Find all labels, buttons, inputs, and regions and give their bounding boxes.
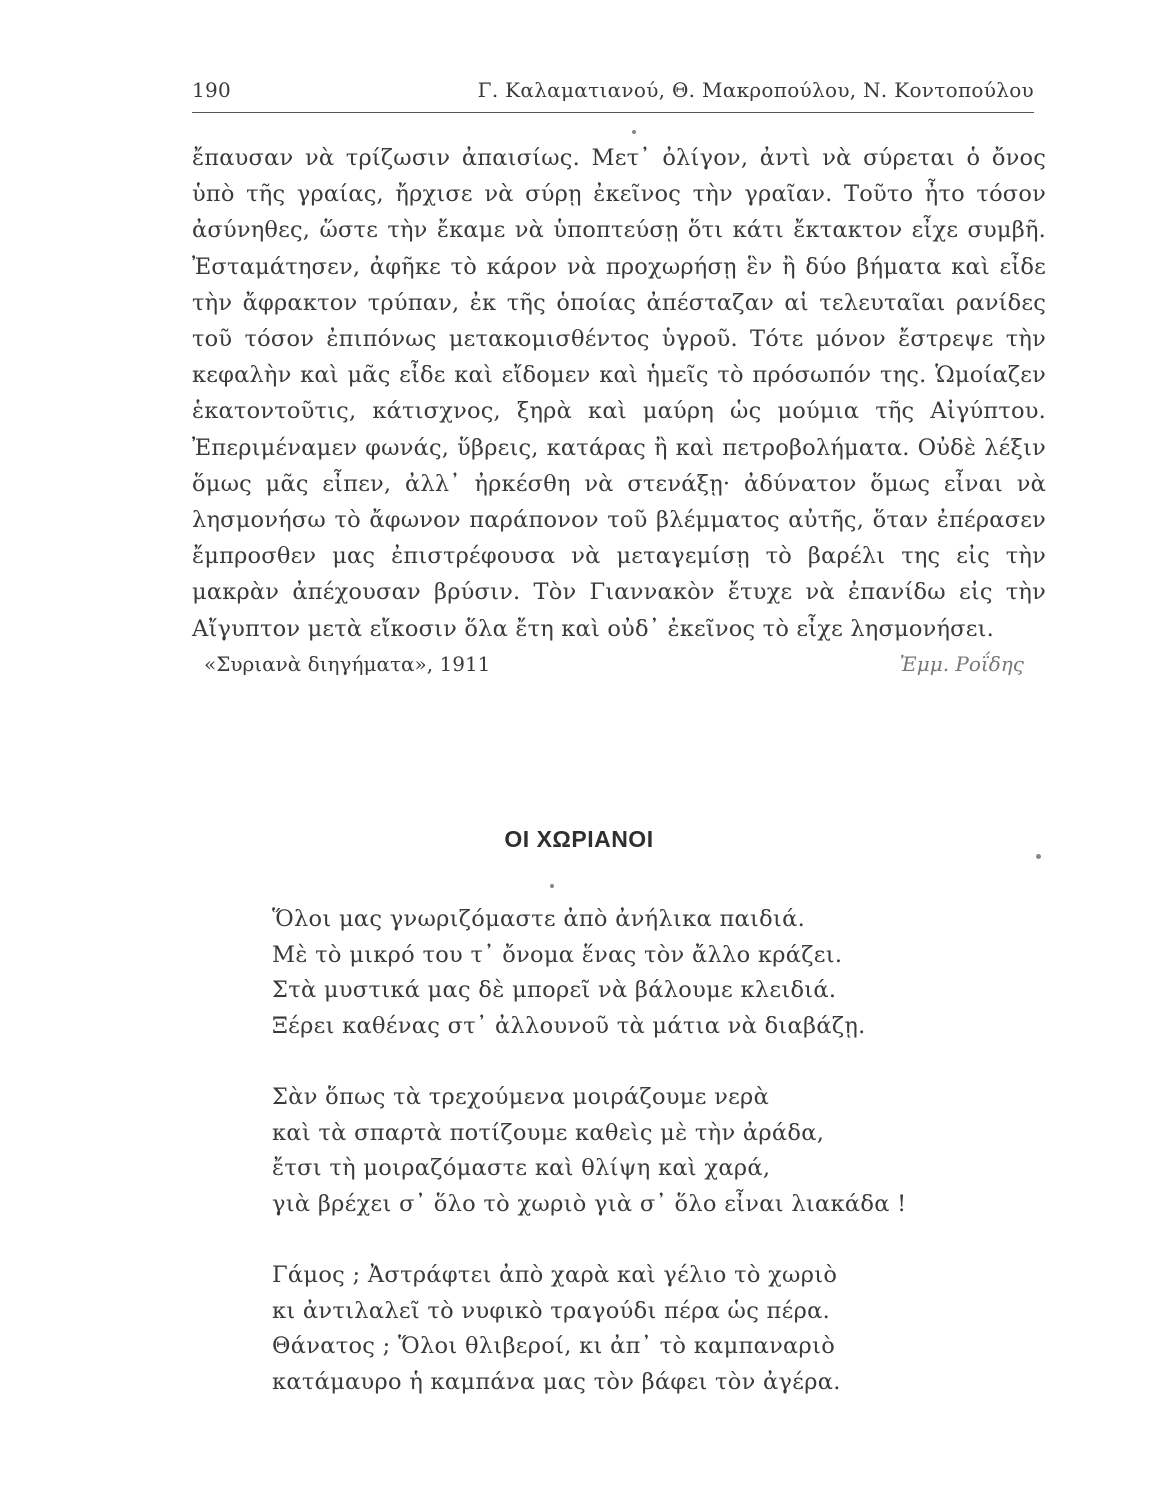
stanza (272, 1258, 907, 1400)
verse-line: κι ἀντιλαλεῖ τὸ νυφικὸ τραγούδι πέρα ὡς πέρα. (272, 1297, 831, 1324)
verse-line: Θάνατος ; Ὅλοι θλιβεροί, κι ἀπ᾽ τὸ καμπαναριὸ (272, 1333, 836, 1359)
verse-line: Ὅλοι μας γνωριζόμαστε ἀπὸ ἀνήλικα παιδιά. (272, 906, 806, 932)
verse-line: Γάμος ; Ἀστράφτει ἀπὸ χαρὰ καὶ γέλιο τὸ χωριὸ (272, 1262, 838, 1288)
running-head: Γ. Καλαματιανού, Θ. Μακροπούλου, Ν. Κοντοπούλου (477, 78, 1034, 102)
verse-line: ἔτσι τὴ μοιραζόμαστε καὶ θλίψη καὶ χαρά, (272, 1155, 771, 1181)
stanza (272, 1080, 907, 1222)
verse-line: Σὰν ὅπως τὰ τρεχούμενα μοιράζουμε νερὰ (272, 1084, 770, 1110)
verse-line: γιὰ βρέχει σ᾽ ὅλο τὸ χωριὸ γιὰ σ᾽ ὅλο εἶναι λιακάδα ! (272, 1190, 907, 1217)
page-header (192, 72, 1034, 113)
ink-speck (550, 884, 554, 888)
ink-speck (1036, 854, 1041, 859)
poem-title: ΟΙ ΧΩΡΙΑΝΟΙ (504, 826, 654, 852)
verse-line: Μὲ τὸ μικρό του τ᾽ ὄνομα ἕνας τὸν ἄλλο κράζει. (272, 941, 843, 968)
ink-speck (632, 130, 636, 134)
prose-excerpt (192, 140, 1046, 647)
stanza (272, 902, 907, 1044)
prose-paragraph: ἔπαυσαν νὰ τρίζωσιν ἀπαισίως. Μετ᾽ ὀλίγον, ἀντὶ νὰ σύρεται ὁ ὄνος ὑπὸ τῆς γραίας, ἤρχισε νὰ σύρῃ ἐκεῖνος τὴν γραῖαν. Τοῦτο ἦτο τόσον ἀσύνηθες, ὥστε τὴν ἔκαμε νὰ ὑποπτεύσῃ ὅτι κάτι ἔκτακτον εἶχε συμβῆ. Ἐσταμάτησεν, ἀφῆκε τὸ κάρον νὰ προχωρήσῃ ἓν ἢ δύο βήματα καὶ εἶδε τὴν ἄφρακτον τρύπαν, ἐκ τῆς ὁποίας ἀπέσταζαν αἱ τελευταῖαι ρανίδες τοῦ τόσον ἐπιπόνως μετακομισθέντος ὑγροῦ. Τότε μόνον ἔστρεψε τὴν κεφαλὴν καὶ μᾶς εἶδε καὶ εἴδομεν καὶ ἡμεῖς τὸ πρόσωπόν της. Ὡμοίαζεν ἑκατοντοῦτις, κάτισχνος, ξηρὰ καὶ μαύρη ὡς μούμια τῆς Αἰγύπτου. Ἐπεριμέναμεν φωνάς, ὕβρεις, κατάρας ἢ καὶ πετροβολήματα. Οὐδὲ λέξιν ὅμως μᾶς εἶπεν, ἀλλ᾽ ἠρκέσθη νὰ στενάξῃ· ἀδύνατον ὅμως εἶναι νὰ λησμονήσω τὸ ἄφωνον παράπονον τοῦ βλέμματος αὐτῆς, ὅταν ἐπέρασεν ἔμπροσθεν μας ἐπιστρέφουσα νὰ μεταγεμίσῃ τὸ βαρέλι της εἰς τὴν μακρὰν ἀπέχουσαν βρύσιν. Τὸν Γιαννακὸν ἔτυχε νὰ ἐπανίδω εἰς τὴν Αἴγυπτον μετὰ εἴκοσιν ὅλα ἔτη καὶ οὐδ᾽ ἐκεῖνος τὸ εἶχε λησμονήσει. (192, 145, 1046, 642)
poem-body (272, 902, 907, 1436)
verse-line: Ξέρει καθένας στ᾽ ἀλλουνοῦ τὰ μάτια νὰ διαβάζῃ. (272, 1012, 866, 1039)
verse-line: κατάμαυρο ἡ καμπάνα μας τὸν βάφει τὸν ἀγέρα. (272, 1368, 841, 1395)
page-number: 190 (192, 78, 232, 102)
verse-line: καὶ τὰ σπαρτὰ ποτίζουμε καθεὶς μὲ τὴν ἀράδα, (272, 1119, 825, 1146)
verse-line: Στὰ μυστικά μας δὲ μπορεῖ νὰ βάλουμε κλειδιά. (272, 977, 837, 1003)
source-citation: «Συριανὰ διηγήματα», 1911 (204, 652, 491, 676)
author-signature: Ἐμμ. Ροΐδης (899, 652, 1024, 676)
